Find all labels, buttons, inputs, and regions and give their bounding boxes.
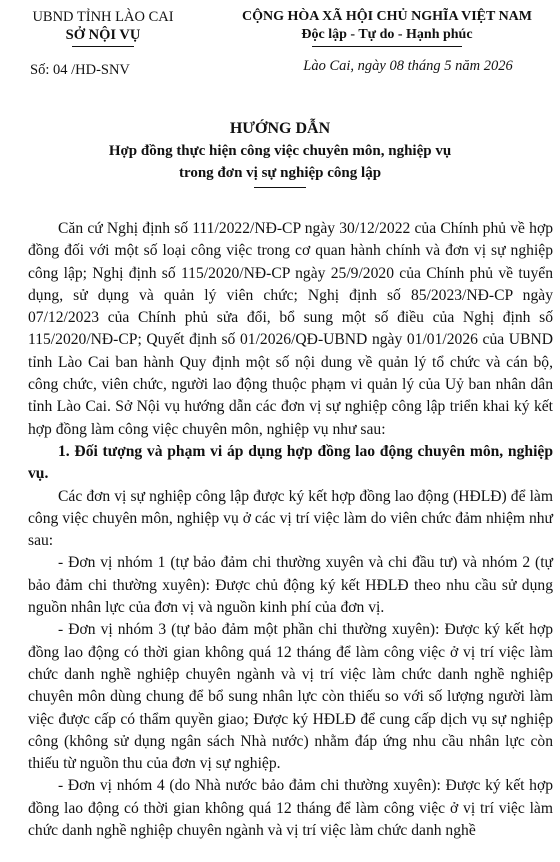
national-header xyxy=(228,8,546,47)
paragraph-legal-basis: Căn cứ Nghị định số 111/2022/NĐ-CP ngày 30/12/2022 của Chính phủ về hợp đồng đối với một số loại công việc trong cơ quan hành chính và đơn vị sự nghiệp công lập; Nghị định số 115/2020/NĐ-CP ngày 25/9/2020 của Chính phủ về tuyển dụng, sử dụng và quản lý viên chức; Nghị định số 85/2023/NĐ-CP ngày 07/12/2023 của Chính phủ sửa đổi, bổ sung một số điều của Nghị định số 115/2020/NĐ-CP; Quyết định số 01/2026/QĐ-UBND ngày 01/01/2026 của UBND tỉnh Lào Cai ban hành Quy định một số nội dung về quản lý tổ chức và cán bộ, công chức, viên chức, người lao động thuộc phạm vi quản lý của Uỷ ban nhân dân tỉnh Lào Cai. Sở Nội vụ hướng dẫn các đơn vị sự nghiệp công lập triển khai ký kết hợp đồng làm công việc chuyên môn, nghiệp vụ như sau: xyxy=(28,220,553,438)
issuer-org: UBND TỈNH LÀO CAI xyxy=(32,9,174,25)
title-line-1: Hợp đồng thực hiện công việc chuyên môn, nghiệp vụ xyxy=(108,143,452,159)
issuer-dept: SỞ NỘI VỤ xyxy=(65,27,141,43)
section-heading-1: 1. Đối tượng và phạm vi áp dụng hợp đồng lao động chuyên môn, nghiệp vụ. xyxy=(28,442,553,483)
nation-name: CỘNG HÒA XÃ HỘI CHỦ NGHĨA VIỆT NAM xyxy=(241,9,532,24)
document-date: Lào Cai, ngày 08 tháng 5 năm 2026 xyxy=(303,58,513,74)
title-line-2: trong đơn vị sự nghiệp công lập xyxy=(178,165,382,181)
paragraph-scope: Các đơn vị sự nghiệp công lập được ký kết hợp đồng lao động (HĐLĐ) để làm công việc chuyên môn, nghiệp vụ ở các vị trí việc làm do viên chức đảm nhiệm như sau: xyxy=(28,487,553,550)
document-title xyxy=(0,118,560,188)
paragraph-group-4: - Đơn vị nhóm 4 (do Nhà nước bảo đảm chi thường xuyên): Được ký kết hợp đồng lao động có thời gian không quá 12 tháng để làm công việc ở vị trí việc làm chức danh nghề nghiệp chuyên ngành và vị trí việc làm chức danh nghề xyxy=(28,777,553,840)
document-number: Số: 04 /HD-SNV xyxy=(30,62,130,78)
title-main: HƯỚNG DẪN xyxy=(229,120,331,137)
title-underline xyxy=(254,187,306,188)
issuer-block xyxy=(28,8,178,47)
document-body xyxy=(28,218,553,842)
motto-underline xyxy=(312,46,462,47)
paragraph-group-3: - Đơn vị nhóm 3 (tự bảo đảm một phần chi thường xuyên): Được ký kết hợp đồng lao động có thời gian không quá 12 tháng để làm công việc ở vị trí việc làm chức danh nghề nghiệp chuyên ngành và vị trí việc làm chức danh nghề nghiệp chuyên môn dùng chung để bổ sung nhân lực còn thiếu so với số lượng người làm việc được cấp có thẩm quyền giao; Được ký HĐLĐ để cung cấp dịch vụ sự nghiệp công (không sử dụng ngân sách Nhà nước) nhằm đáp ứng nhu cầu nhân lực còn thiếu từ nguồn thu của đơn vị sự nghiệp. xyxy=(28,621,553,773)
issuer-underline xyxy=(72,46,134,47)
paragraph-group-1-2: - Đơn vị nhóm 1 (tự bảo đảm chi thường xuyên và chi đầu tư) và nhóm 2 (tự bảo đảm chi thường xuyên): Được chủ động ký kết HĐLĐ theo nhu cầu sử dụng nguồn nhân lực của đơn vị và nguồn kinh phí của đơn vị. xyxy=(28,554,553,617)
national-motto: Độc lập - Tự do - Hạnh phúc xyxy=(301,27,473,42)
